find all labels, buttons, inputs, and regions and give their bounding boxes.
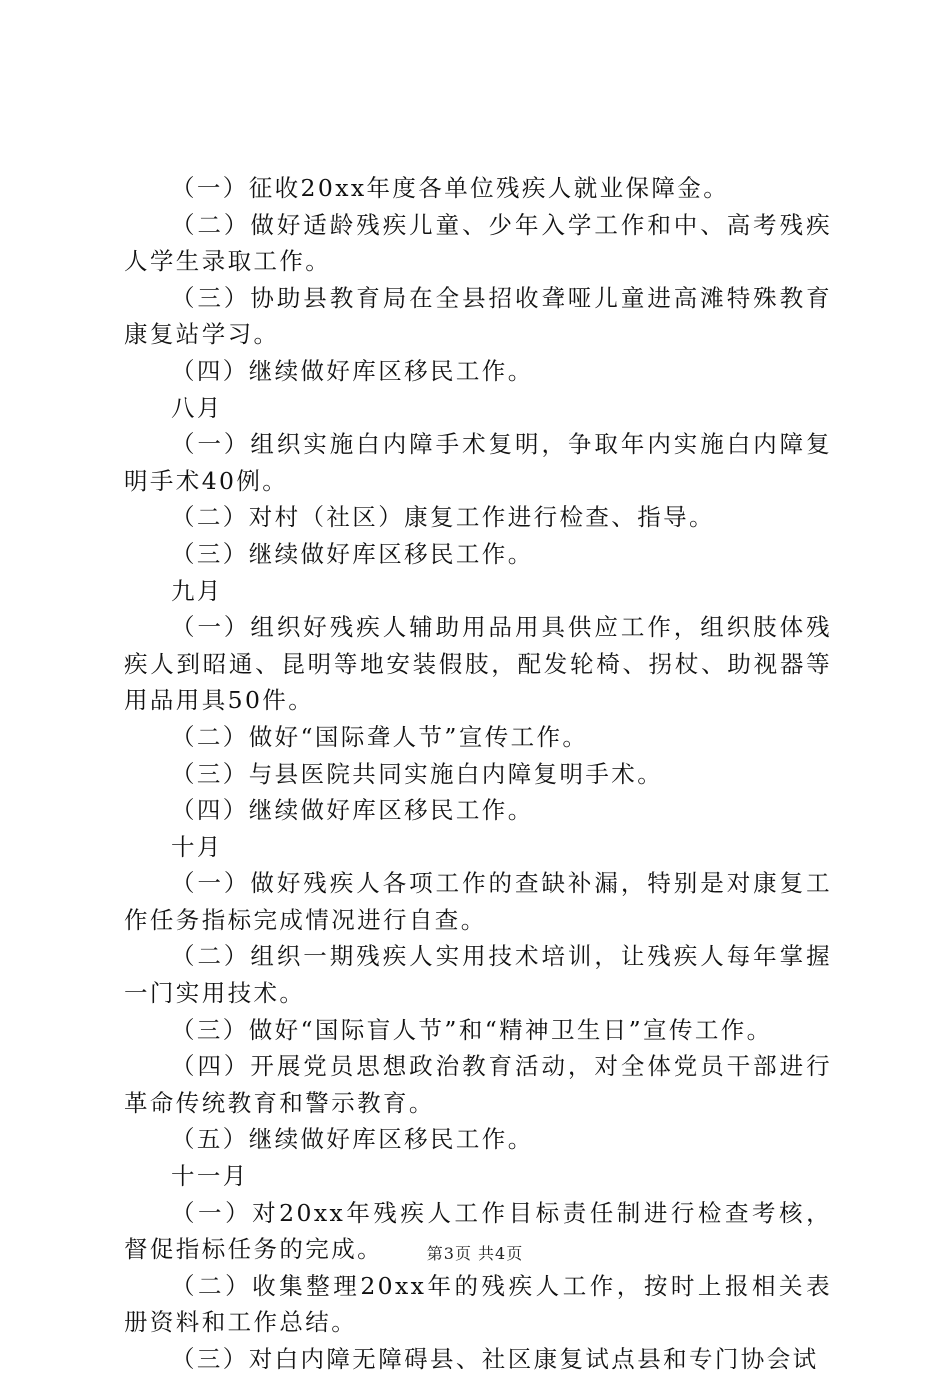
paragraph: （四）开展党员思想政治教育活动，对全体党员干部进行革命传统教育和警示教育。 — [124, 1052, 832, 1117]
paragraph: （一）做好残疾人各项工作的查缺补漏，特别是对康复工作任务指标完成情况进行自查。 — [124, 869, 832, 934]
month-heading: 八月 — [171, 393, 223, 422]
paragraph: （三）协助县教育局在全县招收聋哑儿童进高滩特殊教育康复站学习。 — [124, 283, 832, 349]
paragraph: （一）征收20xx年度各单位残疾人就业保障金。 — [171, 174, 730, 202]
paragraph: （二）组织一期残疾人实用技术培训，让残疾人每年掌握一门实用技术。 — [124, 942, 832, 1008]
paragraph: （三）继续做好库区移民工作。 — [171, 539, 534, 568]
paragraph: （二）对村（社区）康复工作进行检查、指导。 — [171, 503, 715, 532]
paragraph: （三）对白内障无障碍县、社区康复试点县和专门协会试 — [171, 1345, 819, 1373]
page-footer — [0, 1244, 950, 1264]
paragraph: （二）收集整理20xx年的残疾人工作，按时上报相关表册资料和工作总结。 — [124, 1271, 832, 1337]
paragraph: （四）继续做好库区移民工作。 — [171, 796, 534, 825]
month-heading: 九月 — [171, 576, 223, 605]
paragraph: （二）做好“国际聋人节”宣传工作。 — [171, 722, 589, 751]
paragraph: （五）继续做好库区移民工作。 — [171, 1125, 534, 1154]
paragraph: （三）做好“国际盲人节”和“精神卫生日”宣传工作。 — [171, 1015, 773, 1044]
paragraph: （二）做好适龄残疾儿童、少年入学工作和中、高考残疾人学生录取工作。 — [124, 210, 832, 276]
paragraph: （一）对20xx年残疾人工作目标责任制进行检查考核，督促指标任务的完成。 — [124, 1198, 832, 1264]
paragraph: （三）与县医院共同实施白内障复明手术。 — [171, 759, 664, 788]
month-heading: 十月 — [171, 832, 223, 861]
paragraph: （四）继续做好库区移民工作。 — [171, 356, 534, 385]
document-body — [124, 170, 832, 1378]
month-heading: 十一月 — [171, 1162, 249, 1191]
page-indicator: 第3页 共4页 — [426, 1244, 524, 1263]
paragraph: （一）组织好残疾人辅助用品用具供应工作，组织肢体残疾人到昭通、昆明等地安装假肢，配发轮椅、拐杖、助视器等用品用具50件。 — [124, 613, 832, 715]
paragraph: （一）组织实施白内障手术复明，争取年内实施白内障复明手术40例。 — [124, 430, 832, 495]
